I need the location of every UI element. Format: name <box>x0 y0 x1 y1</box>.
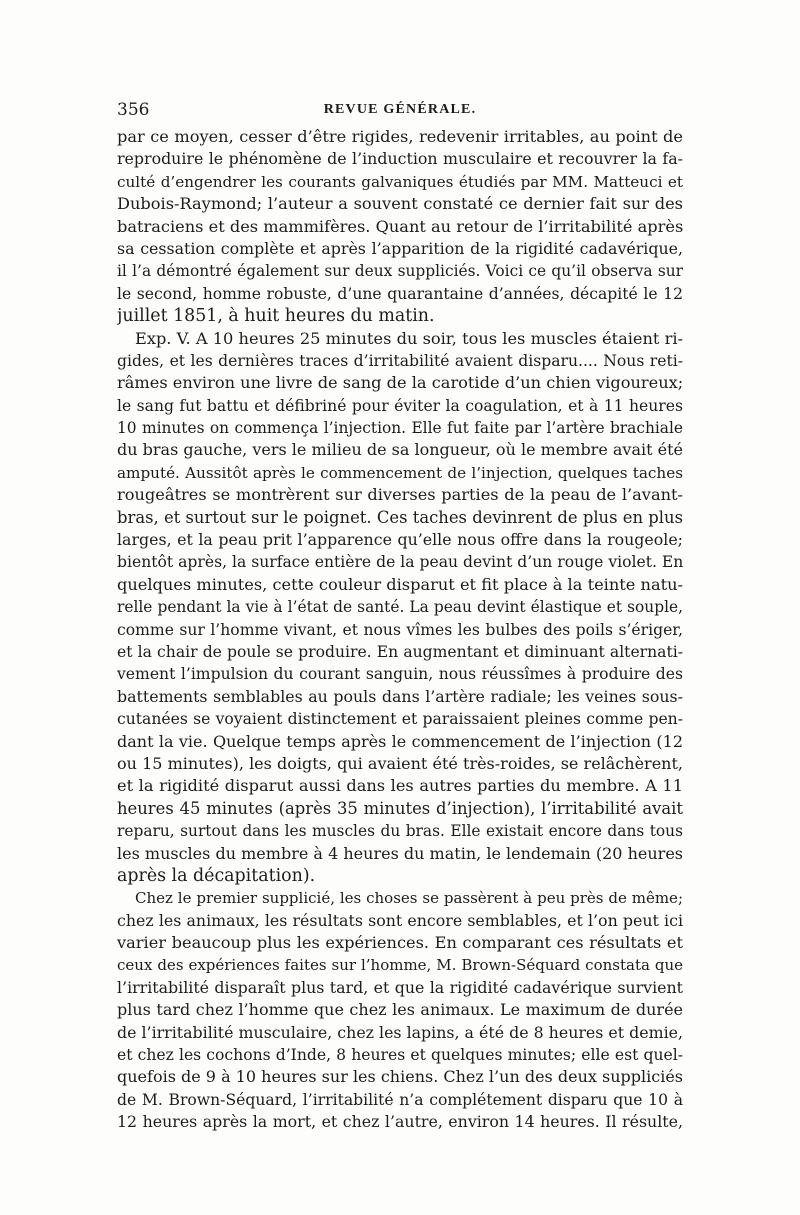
text-line: plus tard chez l’homme que chez les animaux. Le maximum de durée <box>117 1000 683 1020</box>
text-line: quefois de 9 à 10 heures sur les chiens. Chez l’un des deux suppliciés <box>117 1067 683 1087</box>
text-line: après la décapitation). <box>117 865 316 886</box>
text-line: battements semblables au pouls dans l’artère radiale; les veines sous- <box>117 686 683 706</box>
text-line: Dubois-Raymond; l’auteur a souvent constaté ce dernier fait sur des <box>117 194 683 214</box>
text-line: juillet 1851, à huit heures du matin. <box>117 306 435 327</box>
text-line: râmes environ une livre de sang de la carotide d’un chien vigoureux; <box>117 373 683 393</box>
text-line: batraciens et des mammifères. Quant au retour de l’irritabilité après <box>117 216 683 236</box>
text-line: heures 45 minutes (après 35 minutes d’injection), l’irritabilité avait <box>117 798 683 818</box>
text-line: rougeâtres se montrèrent sur diverses parties de la peau de l’avant- <box>117 485 683 505</box>
text-line: bientôt après, la surface entière de la peau devint d’un rouge violet. En <box>117 553 683 572</box>
text-line: ceux des expériences faites sur l’homme, M. Brown-Séquard constata que <box>117 956 683 975</box>
text-line: vement l’impulsion du courant sanguin, nous réussîmes à produire des <box>117 665 683 684</box>
text-line: Chez le premier supplicié, les choses se passèrent à peu près de même; <box>135 889 683 908</box>
text-line: larges, et la peau prit l’apparence qu’elle nous offre dans la rougeole; <box>117 530 683 550</box>
text-line: bras, et surtout sur le poignet. Ces taches devinrent de plus en plus <box>117 507 683 527</box>
text-line: chez les animaux, les résultats sont encore semblables, et l’on peut ici <box>117 910 683 930</box>
text-line: il l’a démontré également sur deux suppliciés. Voici ce qu’il observa sur <box>117 262 683 281</box>
text-line: et la chair de poule se produire. En augmentant et diminuant alternati- <box>117 642 683 661</box>
text-line: reparu, surtout dans les muscles du bras. Elle existait encore dans tous <box>117 822 683 841</box>
body-text <box>117 126 683 1134</box>
page-header <box>117 100 683 122</box>
text-line: l’irritabilité disparaît plus tard, et que la rigidité cadavérique survient <box>117 977 683 997</box>
text-line: quelques minutes, cette couleur disparut et fit place à la teinte natu- <box>117 574 683 594</box>
text-line: cutanées se voyaient distinctement et paraissaient pleines comme pen- <box>117 710 683 729</box>
text-line: 10 minutes on commença l’injection. Elle fut faite par l’artère brachiale <box>117 419 683 438</box>
text-line: dant la vie. Quelque temps après le commencement de l’injection (12 <box>117 731 683 751</box>
text-line: et la rigidité disparut aussi dans les autres parties du membre. A 11 <box>117 776 683 796</box>
text-line: gides, et les dernières traces d’irritabilité avaient disparu.... Nous reti- <box>117 351 683 370</box>
text-line: Exp. V. A 10 heures 25 minutes du soir, tous les muscles étaient ri- <box>135 328 683 348</box>
text-line: amputé. Aussitôt après le commencement de l’injection, quelques taches <box>117 463 683 482</box>
text-line: le second, homme robuste, d’une quarantaine d’années, décapité le 12 <box>117 284 683 303</box>
text-line: comme sur l’homme vivant, et nous vîmes les bulbes des poils s’ériger, <box>117 620 683 639</box>
text-line: et chez les cochons d’Inde, 8 heures et quelques minutes; elle est quel- <box>117 1046 683 1065</box>
text-line: les muscles du membre à 4 heures du matin, le lendemain (20 heures <box>117 843 683 863</box>
text-line: de M. Brown-Séquard, l’irritabilité n’a complétement disparu que 10 à <box>117 1090 683 1109</box>
text-line: ou 15 minutes), les doigts, qui avaient été très-roides, se relâchèrent, <box>117 753 683 773</box>
text-line: culté d’engendrer les courants galvaniques étudiés par MM. Matteuci et <box>117 172 683 191</box>
page-number: 356 <box>117 100 150 120</box>
text-line: sa cessation complète et après l’apparition de la rigidité cadavérique, <box>117 238 683 258</box>
text-line: relle pendant la vie à l’état de santé. La peau devint élastique et souple, <box>117 598 683 617</box>
text-line: reproduire le phénomène de l’induction musculaire et recouvrer la fa- <box>117 149 683 169</box>
text-line: du bras gauche, vers le milieu de sa longueur, où le membre avait été <box>117 440 683 460</box>
text-line: par ce moyen, cesser d’être rigides, redevenir irritables, au point de <box>117 127 683 146</box>
running-head: REVUE GÉNÉRALE. <box>323 102 477 117</box>
text-line: de l’irritabilité musculaire, chez les lapins, a été de 8 heures et demie, <box>117 1022 683 1042</box>
text-line: le sang fut battu et défibriné pour éviter la coagulation, et à 11 heures <box>117 396 683 415</box>
text-line: 12 heures après la mort, et chez l’autre, environ 14 heures. Il résulte, <box>117 1112 683 1132</box>
text-line: varier beaucoup plus les expériences. En comparant ces résultats et <box>117 933 683 953</box>
